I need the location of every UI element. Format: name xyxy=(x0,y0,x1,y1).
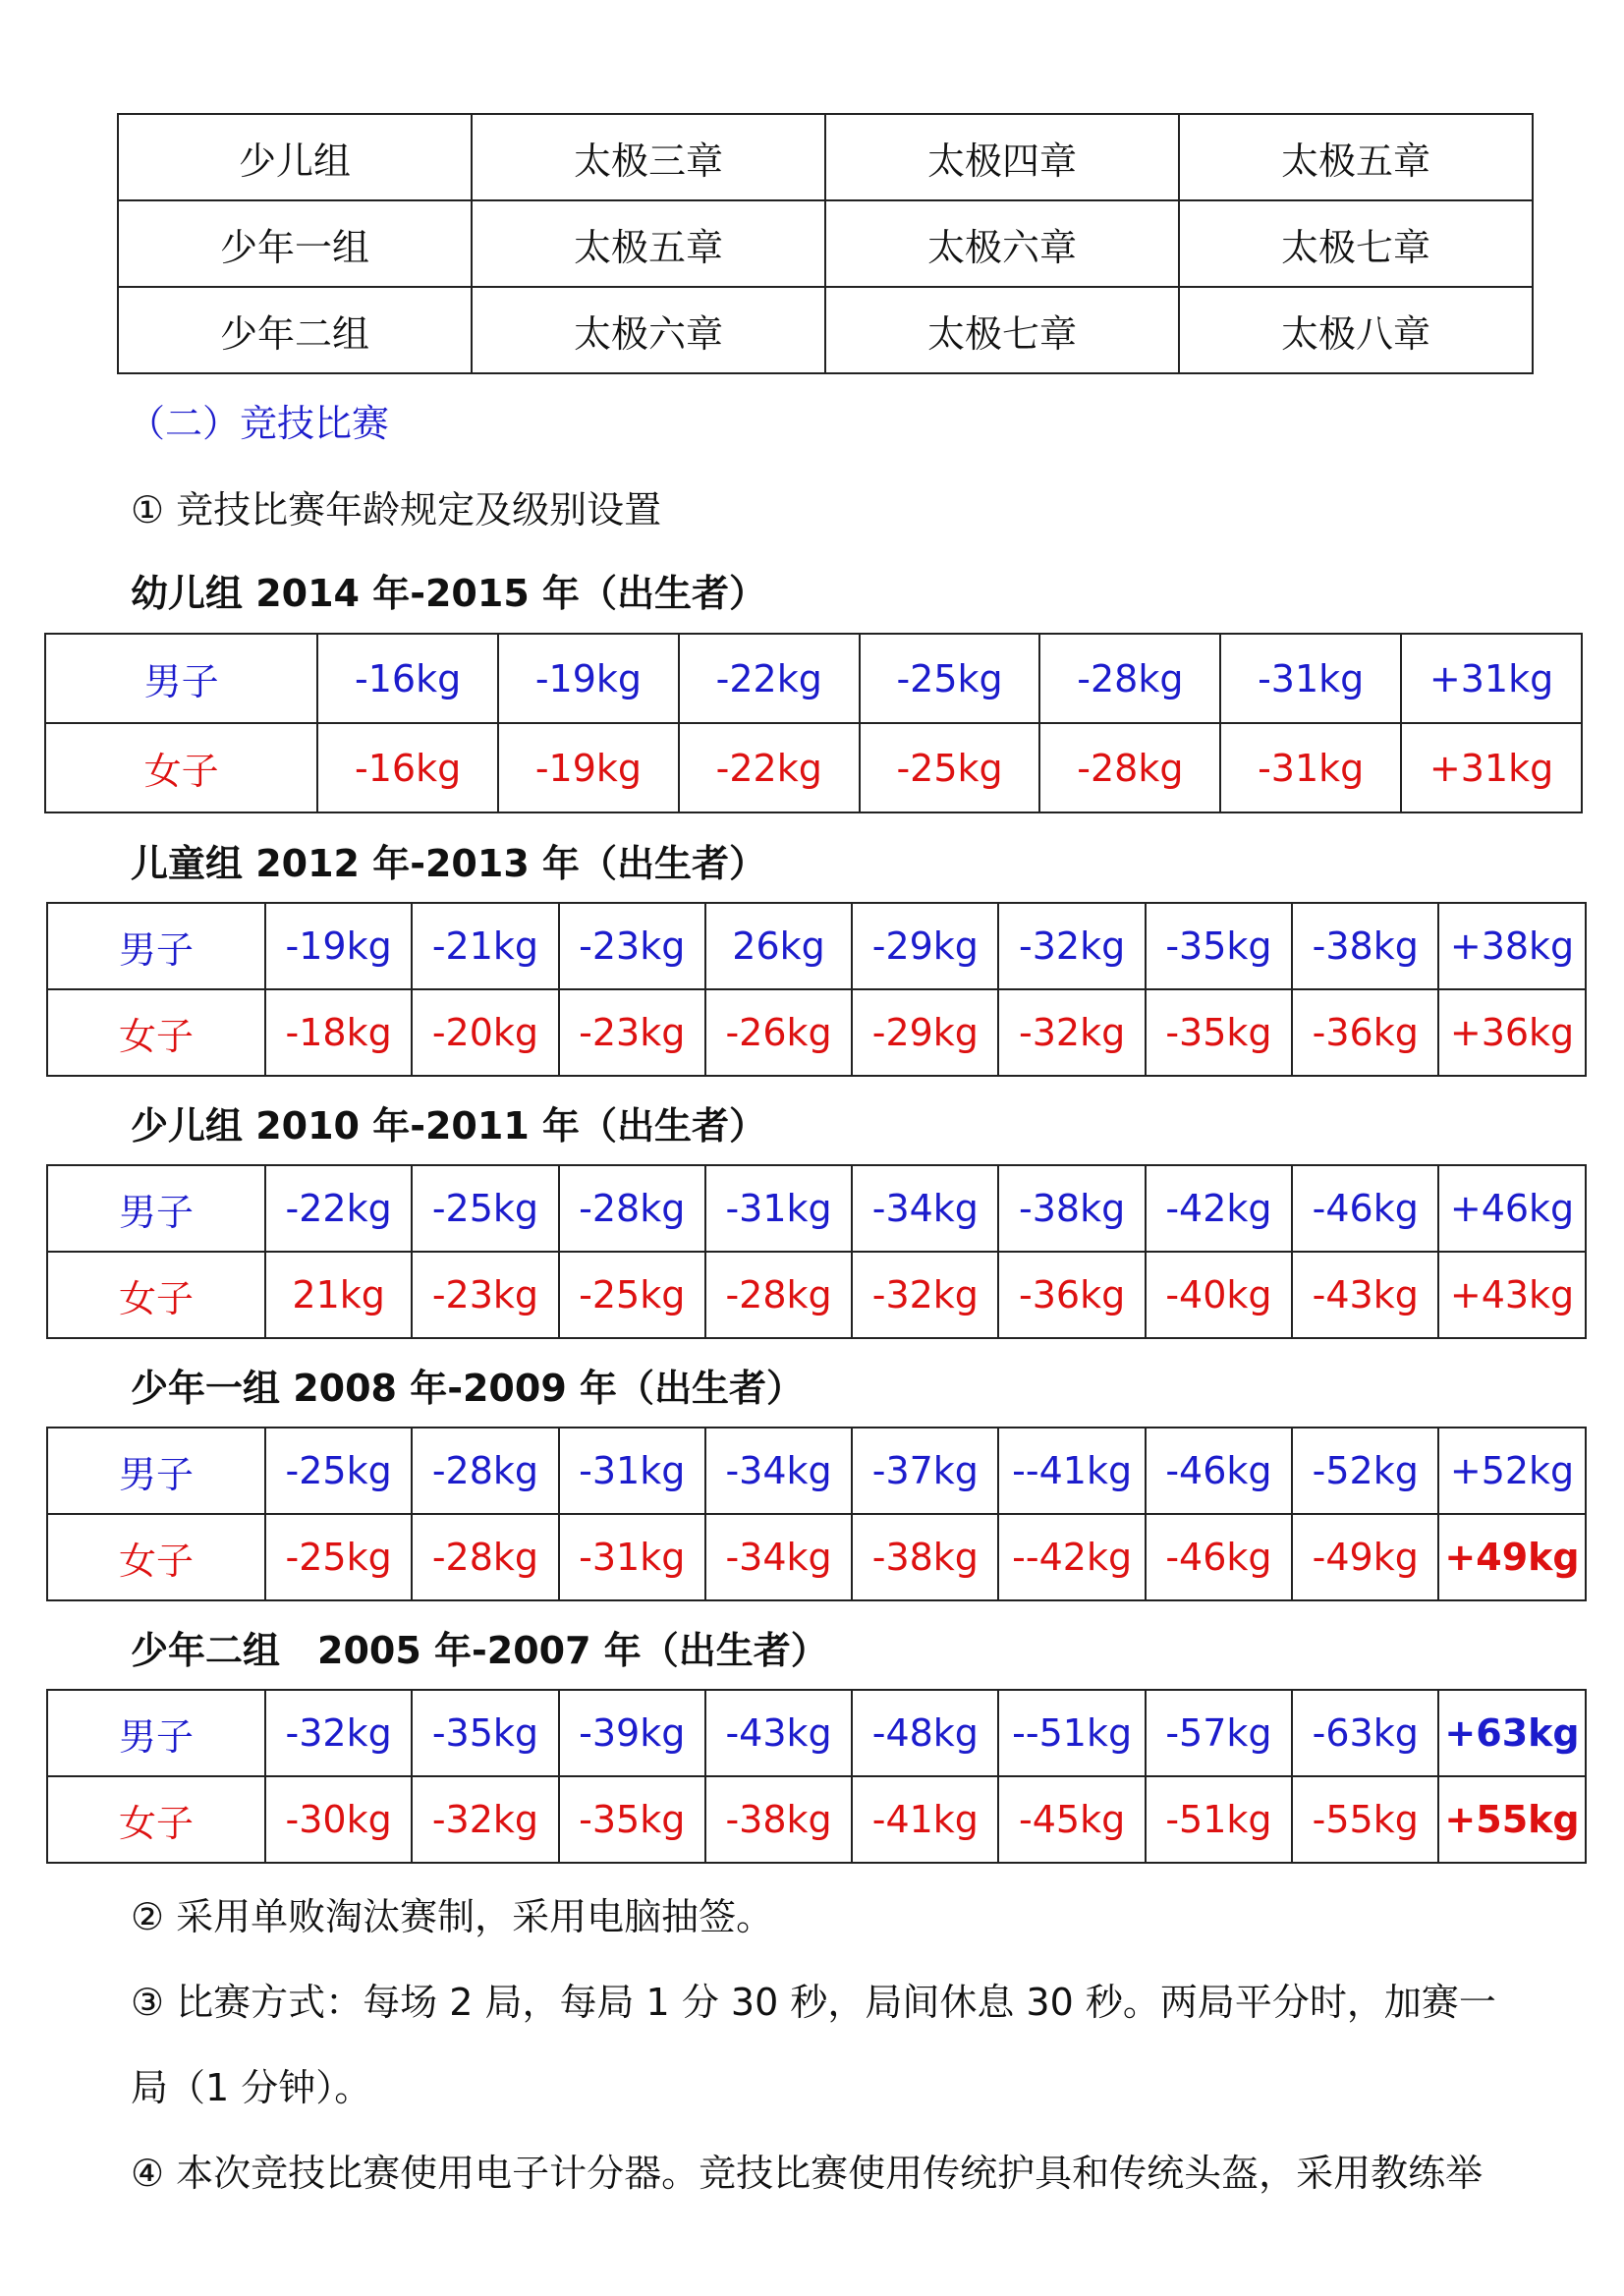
item-4: ④ 本次竞技比赛使用电子计分器。竞技比赛使用传统护具和传统头盔，采用教练举 xyxy=(131,2152,1484,2195)
weight-class-cell: -34kg xyxy=(705,1514,852,1600)
poomsae-form-cell: 太极三章 xyxy=(472,114,825,200)
item-3-line-1: ③ 比赛方式：每场 2 局，每局 1 分 30 秒，局间休息 30 秒。两局平分时，加赛一 xyxy=(131,1981,1496,2024)
weight-class-cell: -32kg xyxy=(998,903,1145,989)
female-weight-row xyxy=(47,1252,1586,1338)
weight-class-cell: +63kg xyxy=(1438,1690,1585,1776)
weight-class-cell: -29kg xyxy=(852,989,998,1076)
weight-class-cell: -31kg xyxy=(1220,723,1401,812)
female-weight-row xyxy=(47,1776,1586,1863)
weight-class-cell: -55kg xyxy=(1292,1776,1438,1863)
group-heading: 少年二组 2005 年-2007 年（出生者） xyxy=(131,1629,828,1672)
weight-class-cell: -40kg xyxy=(1146,1252,1292,1338)
weight-class-cell: -19kg xyxy=(265,903,412,989)
section-title: （二）竞技比赛 xyxy=(128,402,390,445)
male-label: 男子 xyxy=(47,1165,265,1252)
group-heading: 儿童组 2012 年-2013 年（出生者） xyxy=(131,842,766,885)
weight-table-children xyxy=(46,902,1587,1077)
weight-class-cell: -28kg xyxy=(559,1165,705,1252)
poomsae-form-cell: 太极四章 xyxy=(825,114,1179,200)
weight-class-cell: -18kg xyxy=(265,989,412,1076)
item-1: ① 竞技比赛年龄规定及级别设置 xyxy=(131,488,662,532)
group-heading: 幼儿组 2014 年-2015 年（出生者） xyxy=(131,572,766,615)
weight-class-cell: 26kg xyxy=(705,903,852,989)
weight-class-cell: -28kg xyxy=(705,1252,852,1338)
weight-class-cell: -38kg xyxy=(852,1514,998,1600)
weight-class-cell: -41kg xyxy=(852,1776,998,1863)
male-weight-row xyxy=(47,1428,1586,1514)
group-heading: 少儿组 2010 年-2011 年（出生者） xyxy=(131,1104,766,1148)
weight-class-cell: -32kg xyxy=(265,1690,412,1776)
weight-class-cell: -25kg xyxy=(412,1165,558,1252)
weight-class-cell: -36kg xyxy=(1292,989,1438,1076)
weight-class-cell: -38kg xyxy=(705,1776,852,1863)
item-3-line-2: 局（1 分钟）。 xyxy=(131,2066,372,2109)
poomsae-form-cell: 太极七章 xyxy=(825,287,1179,373)
male-weight-row xyxy=(45,634,1582,723)
weight-class-cell: -35kg xyxy=(1146,989,1292,1076)
weight-class-cell: -31kg xyxy=(1220,634,1401,723)
weight-class-cell: -43kg xyxy=(1292,1252,1438,1338)
weight-class-cell: -38kg xyxy=(1292,903,1438,989)
weight-class-cell: -35kg xyxy=(1146,903,1292,989)
weight-class-cell: -26kg xyxy=(705,989,852,1076)
poomsae-form-cell: 太极六章 xyxy=(472,287,825,373)
female-label: 女子 xyxy=(47,1514,265,1600)
weight-class-cell: +31kg xyxy=(1401,634,1582,723)
weight-class-cell: --42kg xyxy=(998,1514,1145,1600)
poomsae-group-cell: 少年一组 xyxy=(118,200,472,287)
female-label: 女子 xyxy=(47,1776,265,1863)
poomsae-form-cell: 太极六章 xyxy=(825,200,1179,287)
poomsae-form-cell: 太极五章 xyxy=(1179,114,1533,200)
poomsae-row xyxy=(118,200,1533,287)
weight-class-cell: -28kg xyxy=(412,1514,558,1600)
male-label: 男子 xyxy=(47,1428,265,1514)
weight-class-cell: -21kg xyxy=(412,903,558,989)
weight-class-cell: -31kg xyxy=(559,1514,705,1600)
weight-class-cell: +43kg xyxy=(1438,1252,1585,1338)
weight-class-cell: -22kg xyxy=(265,1165,412,1252)
weight-class-cell: -42kg xyxy=(1146,1165,1292,1252)
weight-class-cell: +52kg xyxy=(1438,1428,1585,1514)
female-label: 女子 xyxy=(45,723,317,812)
weight-class-cell: 21kg xyxy=(265,1252,412,1338)
weight-class-cell: -16kg xyxy=(317,723,498,812)
weight-class-cell: -25kg xyxy=(860,723,1040,812)
poomsae-table xyxy=(117,113,1534,374)
weight-class-cell: +55kg xyxy=(1438,1776,1585,1863)
female-weight-row xyxy=(45,723,1582,812)
weight-class-cell: -34kg xyxy=(852,1165,998,1252)
weight-class-cell: +49kg xyxy=(1438,1514,1585,1600)
item-2: ② 采用单败淘汰赛制，采用电脑抽签。 xyxy=(131,1895,774,1938)
weight-class-cell: +38kg xyxy=(1438,903,1585,989)
weight-class-cell: -36kg xyxy=(998,1252,1145,1338)
weight-class-cell: +36kg xyxy=(1438,989,1585,1076)
weight-class-cell: -43kg xyxy=(705,1690,852,1776)
weight-class-cell: -46kg xyxy=(1292,1165,1438,1252)
weight-class-cell: -46kg xyxy=(1146,1428,1292,1514)
group-heading: 少年一组 2008 年-2009 年（出生者） xyxy=(131,1367,804,1410)
male-label: 男子 xyxy=(45,634,317,723)
weight-class-cell: -22kg xyxy=(679,723,860,812)
weight-class-cell: -32kg xyxy=(998,989,1145,1076)
poomsae-group-cell: 少儿组 xyxy=(118,114,472,200)
weight-class-cell: -28kg xyxy=(1039,723,1220,812)
female-label: 女子 xyxy=(47,989,265,1076)
weight-class-cell: -57kg xyxy=(1146,1690,1292,1776)
weight-class-cell: -23kg xyxy=(559,903,705,989)
weight-class-cell: +46kg xyxy=(1438,1165,1585,1252)
male-weight-row xyxy=(47,1165,1586,1252)
weight-class-cell: -19kg xyxy=(498,723,679,812)
weight-class-cell: -49kg xyxy=(1292,1514,1438,1600)
weight-class-cell: -25kg xyxy=(265,1514,412,1600)
female-weight-row xyxy=(47,1514,1586,1600)
weight-class-cell: -22kg xyxy=(679,634,860,723)
weight-class-cell: -46kg xyxy=(1146,1514,1292,1600)
weight-class-cell: --41kg xyxy=(998,1428,1145,1514)
weight-class-cell: +31kg xyxy=(1401,723,1582,812)
weight-class-cell: -28kg xyxy=(1039,634,1220,723)
poomsae-form-cell: 太极八章 xyxy=(1179,287,1533,373)
male-label: 男子 xyxy=(47,903,265,989)
weight-class-cell: -32kg xyxy=(412,1776,558,1863)
weight-table-kindergarten xyxy=(44,633,1583,813)
weight-class-cell: -30kg xyxy=(265,1776,412,1863)
male-weight-row xyxy=(47,903,1586,989)
poomsae-form-cell: 太极七章 xyxy=(1179,200,1533,287)
weight-class-cell: -25kg xyxy=(559,1252,705,1338)
weight-class-cell: -51kg xyxy=(1146,1776,1292,1863)
poomsae-row xyxy=(118,114,1533,200)
weight-class-cell: -25kg xyxy=(265,1428,412,1514)
female-label: 女子 xyxy=(47,1252,265,1338)
weight-class-cell: -23kg xyxy=(559,989,705,1076)
weight-class-cell: -35kg xyxy=(412,1690,558,1776)
weight-class-cell: -48kg xyxy=(852,1690,998,1776)
weight-class-cell: -29kg xyxy=(852,903,998,989)
weight-class-cell: -63kg xyxy=(1292,1690,1438,1776)
weight-class-cell: -32kg xyxy=(852,1252,998,1338)
weight-class-cell: -37kg xyxy=(852,1428,998,1514)
male-label: 男子 xyxy=(47,1690,265,1776)
poomsae-row xyxy=(118,287,1533,373)
weight-table-junior-kids xyxy=(46,1164,1587,1339)
weight-class-cell: -23kg xyxy=(412,1252,558,1338)
weight-class-cell: -45kg xyxy=(998,1776,1145,1863)
male-weight-row xyxy=(47,1690,1586,1776)
weight-class-cell: -19kg xyxy=(498,634,679,723)
weight-class-cell: -39kg xyxy=(559,1690,705,1776)
weight-class-cell: -31kg xyxy=(705,1165,852,1252)
weight-class-cell: -35kg xyxy=(559,1776,705,1863)
weight-class-cell: -34kg xyxy=(705,1428,852,1514)
poomsae-form-cell: 太极五章 xyxy=(472,200,825,287)
weight-class-cell: --51kg xyxy=(998,1690,1145,1776)
weight-table-youth-2 xyxy=(46,1689,1587,1864)
weight-class-cell: -31kg xyxy=(559,1428,705,1514)
weight-class-cell: -16kg xyxy=(317,634,498,723)
weight-class-cell: -28kg xyxy=(412,1428,558,1514)
weight-class-cell: -25kg xyxy=(860,634,1040,723)
weight-class-cell: -38kg xyxy=(998,1165,1145,1252)
female-weight-row xyxy=(47,989,1586,1076)
weight-table-youth-1 xyxy=(46,1427,1587,1601)
weight-class-cell: -20kg xyxy=(412,989,558,1076)
weight-class-cell: -52kg xyxy=(1292,1428,1438,1514)
poomsae-group-cell: 少年二组 xyxy=(118,287,472,373)
